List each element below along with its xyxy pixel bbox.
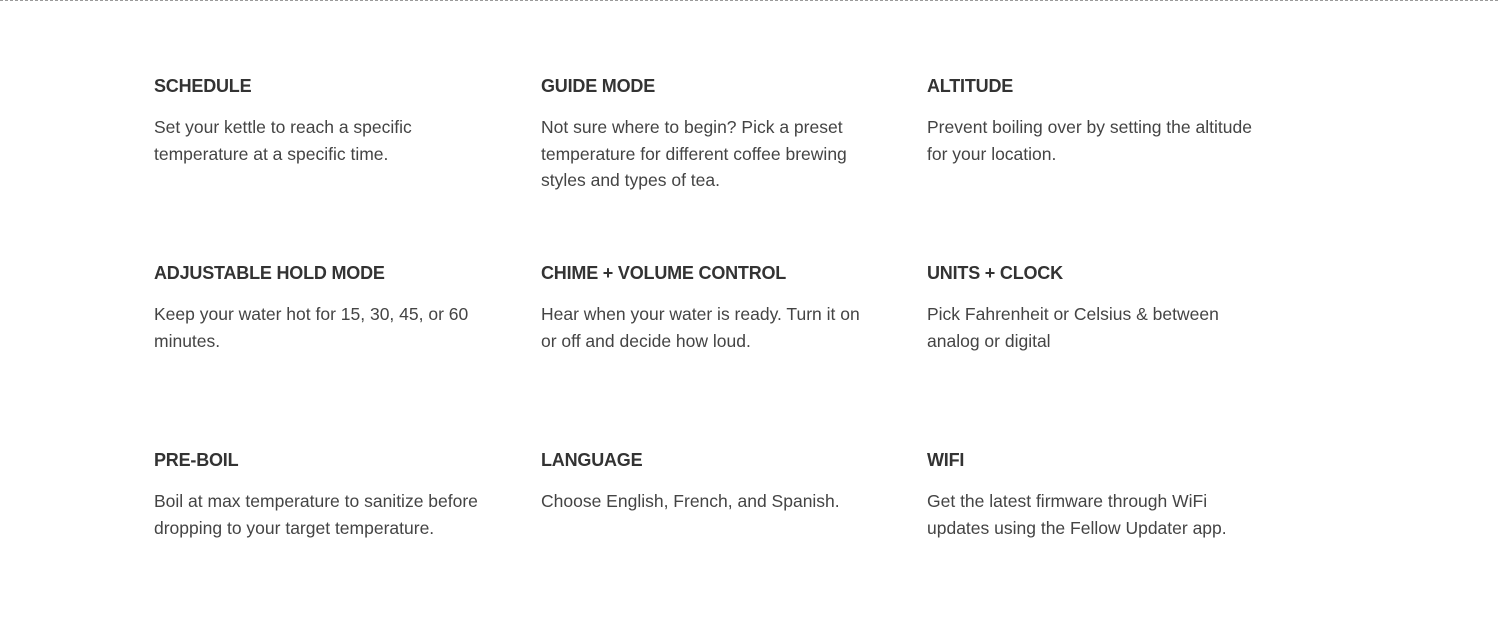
feature-description: Get the latest firmware through WiFi updates using the Fellow Updater app. [927,491,1227,538]
feature-title: SCHEDULE [154,76,252,96]
feature-title: LANGUAGE [541,450,643,470]
feature-title: UNITS + CLOCK [927,263,1063,283]
feature-guide-mode [541,74,927,261]
feature-pre-boil [154,448,541,635]
feature-description: Boil at max temperature to sanitize before dropping to your target temperature. [154,491,478,538]
feature-adjustable-hold-mode [154,261,541,448]
feature-title: GUIDE MODE [541,76,656,96]
feature-altitude [927,74,1277,261]
feature-description: Set your kettle to reach a specific temperature at a specific time. [154,117,412,164]
feature-title: ADJUSTABLE HOLD MODE [154,263,385,283]
feature-description: Keep your water hot for 15, 30, 45, or 60 minutes. [154,304,469,351]
feature-description: Choose English, French, and Spanish. [541,491,840,511]
feature-language [541,448,927,635]
feature-grid [154,74,1277,635]
feature-schedule [154,74,541,261]
feature-title: WIFI [927,450,965,470]
feature-title: ALTITUDE [927,76,1014,96]
feature-chime-volume-control [541,261,927,448]
feature-wifi [927,448,1277,635]
feature-description: Prevent boiling over by setting the altitude for your location. [927,117,1252,164]
feature-description: Hear when your water is ready. Turn it on or off and decide how loud. [541,304,860,351]
feature-title: PRE-BOIL [154,450,239,470]
feature-units-clock [927,261,1277,448]
top-divider [0,0,1498,1]
feature-description: Pick Fahrenheit or Celsius & between analog or digital [927,304,1219,351]
feature-description: Not sure where to begin? Pick a preset temperature for different coffee brewing styles and types of tea. [541,117,847,190]
feature-title: CHIME + VOLUME CONTROL [541,263,787,283]
